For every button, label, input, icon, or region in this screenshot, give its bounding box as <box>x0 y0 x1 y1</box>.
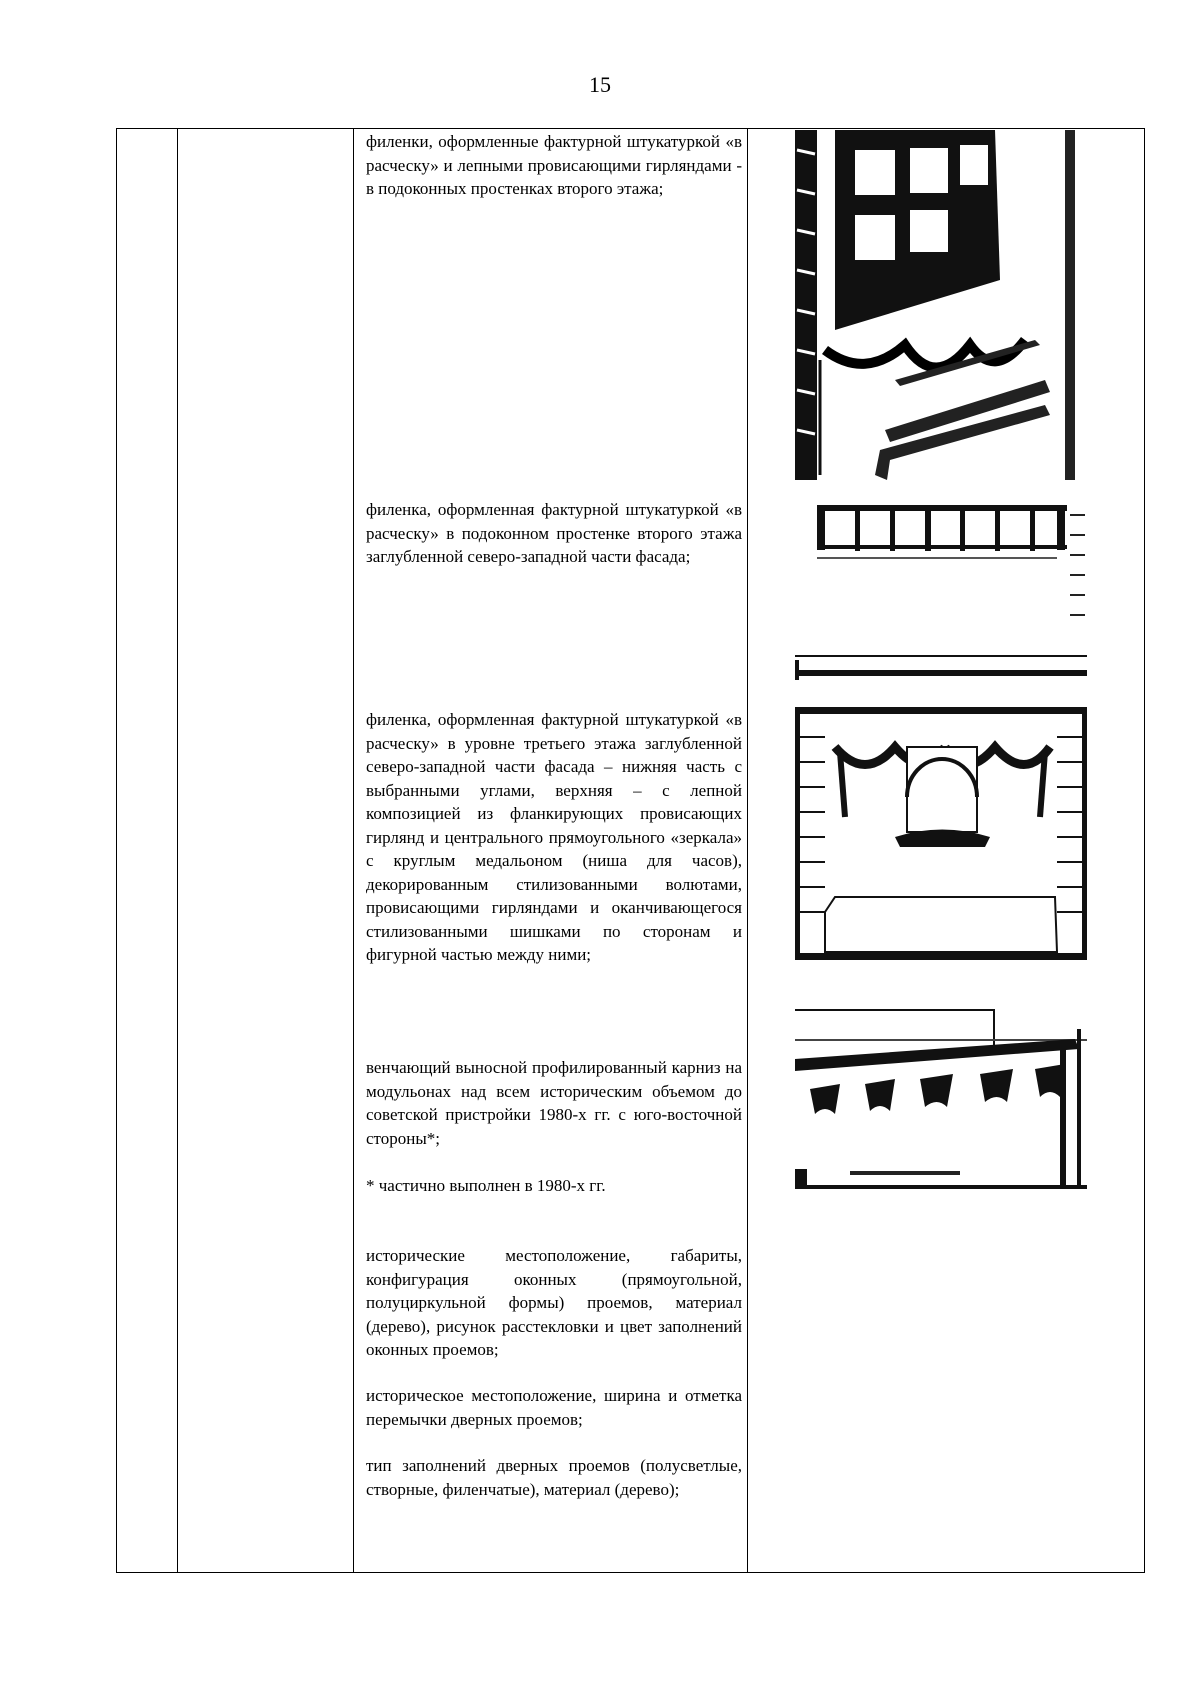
column-divider <box>353 129 354 1572</box>
photo-cornice-modillions <box>795 1009 1087 1189</box>
text-block-panels-second-floor: филенки, оформленные фактурной штукатуркой «в расческу» и лепными провисающими гирляндами - в подоконных простенках второго этажа; <box>366 132 742 198</box>
text-block-footnote: * частично выполнен в 1980-х гг. <box>366 1176 606 1195</box>
text-block-panel-northwest-second-floor: филенка, оформленная фактурной штукатуркой «в расческу» в подоконном простенке второго этажа заглубленной северо-западной части фасада; <box>366 500 742 566</box>
photo-third-floor-panel <box>795 707 1087 960</box>
photo-window-garland-panel <box>795 130 1087 480</box>
text-block-door-openings: историческое местоположение, ширина и отметка перемычки дверных проемов; <box>366 1386 742 1429</box>
text-block-cornice: венчающий выносной профилированный карниз на модульонах над всем историческим объемом до советской пристройки 1980-х гг. с юго-восточной стороны*; <box>366 1058 742 1148</box>
text-block-windows: исторические местоположение, габариты, конфигурация оконных (прямоугольной, полуциркульной формы) проемов, материал (дерево), рисунок расстекловки и цвет заполнений оконных проемов; <box>366 1246 742 1359</box>
photo-northwest-window-band <box>795 505 1087 687</box>
text-block-door-fillings: тип заполнений дверных проемов (полусветлые, створные, филенчатые), материал (дерево); <box>366 1456 742 1499</box>
page-number: 15 <box>589 72 611 97</box>
column-divider <box>747 129 748 1572</box>
text-block-panel-third-floor: филенка, оформленная фактурной штукатуркой «в расческу» в уровне третьего этажа заглубленной северо-западной части фасада – нижняя часть с выбранными углами, верхняя – с лепной композицией из фланкирующих провисающих гирлянд и центрального прямоугольного «зеркала» с круглым медальоном (ниша для часов), декорированным стилизованными волютами, провисающими гирляндами и оканчивающегося стилизованными шишками по сторонам и фигурной частью между ними; <box>366 710 742 964</box>
column-divider <box>177 129 178 1572</box>
